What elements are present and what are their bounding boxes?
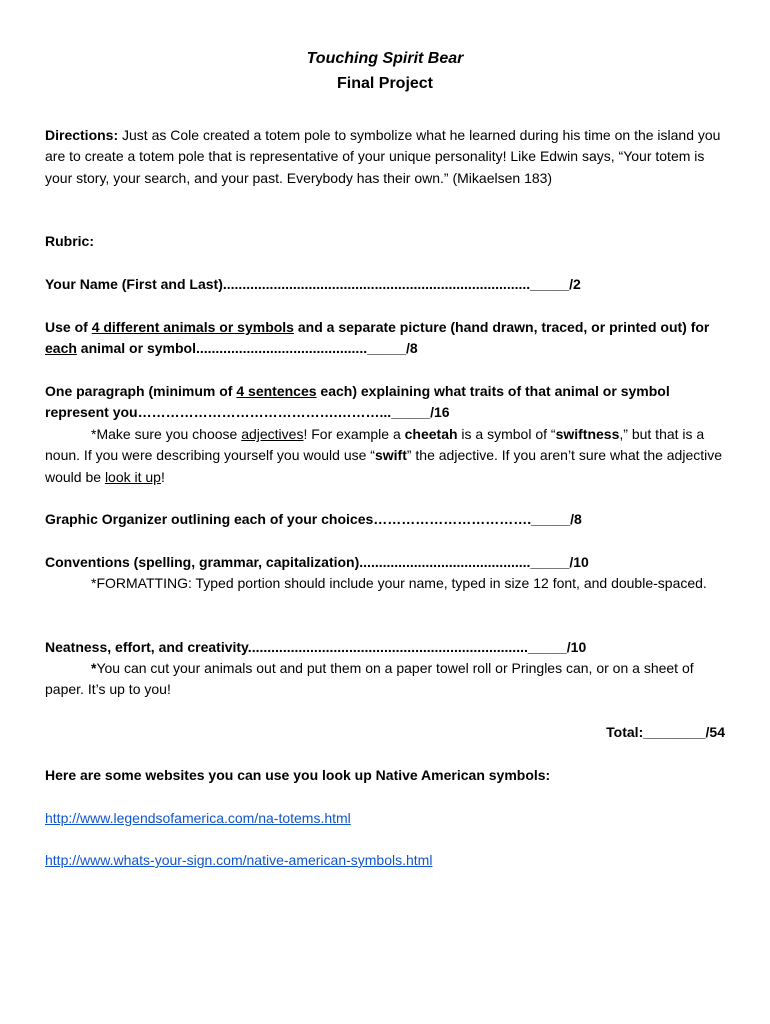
bold-span: cheetah [404,426,458,442]
text-span: *FORMATTING: Typed portion should include your name, typed in size 12 font, and double-spaced. [91,575,707,591]
document-subtitle: Final Project [336,75,434,92]
underlined-span: look it up [104,468,161,485]
rubric-item-animals [45,317,735,360]
rubric-total: Total:________/54 [606,724,725,740]
rubric-item-name: Your Name (First and Last)..............................................................................._____/2 [45,276,581,292]
directions-text: Just as Cole created a totem pole to symbolize what he learned during his time on the island you are to create a totem pole that is representative of your unique personality! Like Edwin says, “Your totem is your story, your search, and your past. Everybody has their own.” (Mikaelsen 183) [45,127,721,186]
directions-label: Directions: [45,127,119,143]
document-title: Touching Spirit Bear [306,50,464,67]
underlined-span: each [45,340,77,357]
note-adjectives [45,424,735,488]
rubric-item-paragraph [45,381,735,424]
text-span: *Make sure you choose [91,426,242,442]
indent [45,660,91,676]
websites-heading: Here are some websites you can use you look up Native American symbols: [45,767,551,783]
bold-span: swift [374,447,407,464]
rubric-item-organizer: Graphic Organizer outlining each of your choices……………………………._____/8 [45,511,582,527]
text-span: One paragraph (minimum of [45,383,237,399]
rubric-item-conventions: Conventions (spelling, grammar, capitalization)............................................_____/10 [45,554,589,570]
indent [45,575,91,591]
text-span: ! [160,468,165,485]
text-span: and a separate picture (hand drawn, traced, or printed out) for [293,319,710,335]
website-link-2[interactable] [45,850,735,871]
link-text[interactable]: http://www.whats-your-sign.com/native-american-symbols.html [45,852,433,868]
directions-paragraph [45,125,735,189]
text-span: is a symbol of “ [457,426,556,442]
text-span: ,” but that is a noun. If you were describing yourself you would use “ [45,426,705,464]
underlined-span: 4 different animals or symbols [91,319,294,335]
underlined-span: 4 sentences [236,383,317,399]
text-span: Use of [45,319,92,335]
indent [45,426,91,442]
text-span: You can cut your animals out and put them on a paper towel roll or Pringles can, or on a sheet of paper. It’s up to you! [45,660,694,698]
text-span: animal or symbol............................................_____/8 [76,340,418,357]
text-span: ! For example a [303,426,405,442]
text-span: ” the adjective. If you aren’t sure what the adjective would be [45,447,723,485]
underlined-span: adjectives [241,426,304,442]
rubric-heading: Rubric: [45,233,94,249]
rubric-item-neatness: Neatness, effort, and creativity........................................................................_____/10 [45,639,587,655]
bold-span: * [91,660,97,676]
bold-span: swiftness [555,426,620,442]
note-formatting [45,573,735,594]
text-span: each) explaining what traits of that animal or symbol represent you…………………………………….………..._____/16 [45,383,670,421]
note-neatness [45,658,735,701]
website-link-1[interactable] [45,808,735,829]
link-text[interactable]: http://www.legendsofamerica.com/na-totems.html [45,810,351,826]
